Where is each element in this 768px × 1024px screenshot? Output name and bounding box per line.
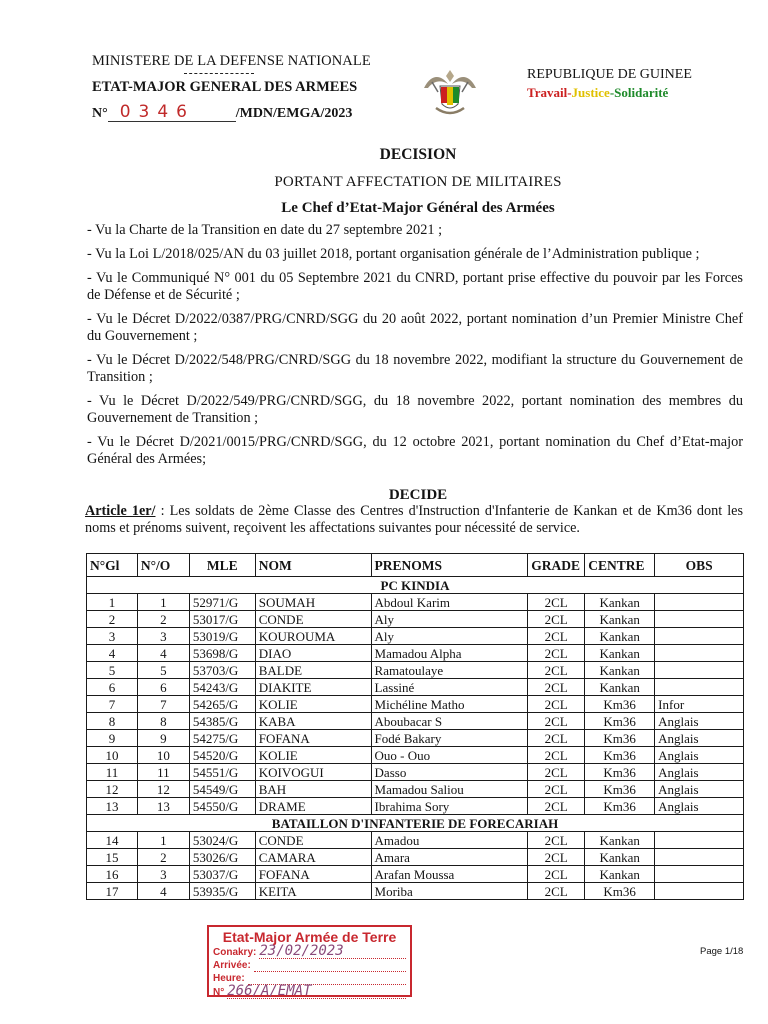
issuer-block (92, 52, 392, 96)
visas-list (87, 222, 743, 475)
cell-nom: DIAO (255, 645, 371, 662)
cell-obs: Anglais (655, 747, 744, 764)
cell-ngl: 7 (87, 696, 138, 713)
cell-ngl: 17 (87, 883, 138, 900)
header-nom: NOM (255, 554, 371, 577)
cell-obs (655, 866, 744, 883)
table-row (87, 866, 744, 883)
cell-ngl: 10 (87, 747, 138, 764)
document-title: DECISION (379, 146, 457, 163)
cell-no: 3 (137, 866, 189, 883)
cell-centre: Kankan (585, 628, 655, 645)
table-header-row (87, 554, 744, 577)
cell-obs: Infor (655, 696, 744, 713)
cell-grade: 2CL (528, 594, 585, 611)
cell-prenoms: Amara (371, 849, 528, 866)
cell-ngl: 11 (87, 764, 138, 781)
reference-prefix: N° (92, 106, 108, 121)
cell-mle: 53703/G (189, 662, 255, 679)
cell-grade: 2CL (528, 764, 585, 781)
cell-prenoms: Fodé Bakary (371, 730, 528, 747)
cell-ngl: 5 (87, 662, 138, 679)
cell-mle: 53037/G (189, 866, 255, 883)
motto-justice: Justice (571, 85, 610, 100)
cell-obs (655, 611, 744, 628)
cell-prenoms: Aly (371, 628, 528, 645)
cell-centre: Kankan (585, 645, 655, 662)
table-section-row (87, 577, 744, 594)
cell-obs: Anglais (655, 713, 744, 730)
cell-centre: Km36 (585, 883, 655, 900)
cell-obs (655, 849, 744, 866)
cell-grade: 2CL (528, 849, 585, 866)
cell-obs (655, 832, 744, 849)
cell-no: 1 (137, 832, 189, 849)
cell-mle: 54385/G (189, 713, 255, 730)
reference-number: 0346 (108, 103, 236, 122)
table-row (87, 883, 744, 900)
cell-centre: Km36 (585, 798, 655, 815)
cell-ngl: 12 (87, 781, 138, 798)
section-title: PC KINDIA (87, 577, 744, 594)
cell-nom: KOLIE (255, 696, 371, 713)
cell-centre: Km36 (585, 713, 655, 730)
cell-no: 4 (137, 645, 189, 662)
cell-prenoms: Amadou (371, 832, 528, 849)
table-row (87, 730, 744, 747)
cell-ngl: 15 (87, 849, 138, 866)
table-row (87, 696, 744, 713)
stamp-arrivee-label: Arrivée: (213, 960, 251, 971)
cell-no: 1 (137, 594, 189, 611)
motto-travail: Travail- (527, 85, 572, 100)
cell-grade: 2CL (528, 679, 585, 696)
header-centre: CENTRE (585, 554, 655, 577)
cell-obs (655, 662, 744, 679)
assignment-table (86, 553, 744, 900)
cell-grade: 2CL (528, 781, 585, 798)
table-row (87, 611, 744, 628)
table-section-row (87, 815, 744, 832)
cell-prenoms: Moriba (371, 883, 528, 900)
table-row (87, 781, 744, 798)
cell-mle: 53019/G (189, 628, 255, 645)
cell-no: 4 (137, 883, 189, 900)
cell-prenoms: Ibrahima Sory (371, 798, 528, 815)
cell-obs: Anglais (655, 798, 744, 815)
staff-name: ETAT-MAJOR GENERAL DES ARMEES (92, 79, 358, 95)
table-body (87, 577, 744, 900)
cell-nom: FOFANA (255, 730, 371, 747)
cell-no: 13 (137, 798, 189, 815)
cell-prenoms: Aly (371, 611, 528, 628)
table-row (87, 662, 744, 679)
cell-ngl: 13 (87, 798, 138, 815)
cell-grade: 2CL (528, 798, 585, 815)
cell-prenoms: Dasso (371, 764, 528, 781)
cell-mle: 54550/G (189, 798, 255, 815)
cell-nom: KOIVOGUI (255, 764, 371, 781)
cell-centre: Km36 (585, 696, 655, 713)
decision-reference (92, 103, 352, 122)
cell-no: 2 (137, 849, 189, 866)
cell-nom: DIAKITE (255, 679, 371, 696)
cell-centre: Km36 (585, 764, 655, 781)
republic-block (527, 66, 692, 102)
visa-item: - Vu le Décret D/2022/549/PRG/CNRD/SGG, du 18 novembre 2022, portant nomination des membres du Gouvernement de Transition ; (87, 393, 743, 426)
cell-mle: 53698/G (189, 645, 255, 662)
cell-mle: 53017/G (189, 611, 255, 628)
stamp-arrivee-value (254, 971, 406, 972)
guinea-coat-of-arms-icon (418, 58, 482, 122)
authority-line: Le Chef d’Etat-Major Général des Armées (281, 200, 555, 216)
table-row (87, 764, 744, 781)
cell-nom: KABA (255, 713, 371, 730)
republic-name: REPUBLIQUE DE GUINEE (527, 67, 692, 82)
cell-centre: Kankan (585, 849, 655, 866)
cell-ngl: 16 (87, 866, 138, 883)
cell-mle: 54243/G (189, 679, 255, 696)
cell-centre: Km36 (585, 781, 655, 798)
visa-item: - Vu le Décret D/2021/0015/PRG/CNRD/SGG, du 12 octobre 2021, portant nomination du Chef d’Etat-major Général des Armées; (87, 434, 743, 467)
cell-nom: FOFANA (255, 866, 371, 883)
stamp-heure-label: Heure: (213, 973, 245, 984)
cell-ngl: 9 (87, 730, 138, 747)
cell-nom: DRAME (255, 798, 371, 815)
cell-no: 3 (137, 628, 189, 645)
cell-prenoms: Mamadou Saliou (371, 781, 528, 798)
cell-centre: Kankan (585, 594, 655, 611)
cell-no: 10 (137, 747, 189, 764)
cell-nom: KEITA (255, 883, 371, 900)
header-mle: MLE (189, 554, 255, 577)
header-obs: OBS (655, 554, 744, 577)
cell-centre: Kankan (585, 832, 655, 849)
cell-grade: 2CL (528, 696, 585, 713)
table-row (87, 713, 744, 730)
visa-item: - Vu le Communiqué N° 001 du 05 Septembre 2021 du CNRD, portant prise effective du pouvoir par les Forces de Défense et de Sécurité ; (87, 270, 743, 303)
table-row (87, 798, 744, 815)
cell-ngl: 3 (87, 628, 138, 645)
cell-mle: 53024/G (189, 832, 255, 849)
cell-prenoms: Mamadou Alpha (371, 645, 528, 662)
document-subtitle: PORTANT AFFECTATION DE MILITAIRES (274, 174, 562, 190)
motto-solidarite: -Solidarité (609, 85, 669, 100)
cell-mle: 54265/G (189, 696, 255, 713)
cell-no: 7 (137, 696, 189, 713)
cell-nom: CONDE (255, 832, 371, 849)
header-grade: GRADE (528, 554, 585, 577)
article-text: : Les soldats de 2ème Classe des Centres d'Instruction d'Infanterie de Kankan et de Km36 dont les noms et prénoms suivent, reçoivent les affectations suivantes pour nécessité de service. (85, 503, 743, 536)
cell-grade: 2CL (528, 883, 585, 900)
cell-grade: 2CL (528, 747, 585, 764)
stamp-conakry-label: Conakry: (213, 947, 257, 958)
cell-centre: Kankan (585, 611, 655, 628)
table-row (87, 747, 744, 764)
stamp-conakry-value: 23/02/2023 (259, 945, 406, 959)
cell-ngl: 4 (87, 645, 138, 662)
visa-item: - Vu le Décret D/2022/0387/PRG/CNRD/SGG du 20 août 2022, portant nomination d’un Premier Ministre Chef du Gouvernement ; (87, 311, 743, 344)
decide-heading: DECIDE (388, 487, 448, 503)
table-row (87, 645, 744, 662)
cell-obs (655, 645, 744, 662)
cell-centre: Kankan (585, 866, 655, 883)
reception-stamp (207, 925, 412, 997)
cell-grade: 2CL (528, 713, 585, 730)
cell-no: 2 (137, 611, 189, 628)
cell-obs (655, 679, 744, 696)
cell-mle: 54275/G (189, 730, 255, 747)
cell-centre: Kankan (585, 662, 655, 679)
cell-mle: 54549/G (189, 781, 255, 798)
cell-grade: 2CL (528, 832, 585, 849)
visa-item: - Vu la Charte de la Transition en date du 27 septembre 2021 ; (87, 222, 443, 238)
national-motto (527, 84, 692, 102)
cell-no: 5 (137, 662, 189, 679)
cell-prenoms: Aboubacar S (371, 713, 528, 730)
cell-mle: 53935/G (189, 883, 255, 900)
cell-no: 6 (137, 679, 189, 696)
cell-prenoms: Lassiné (371, 679, 528, 696)
cell-grade: 2CL (528, 662, 585, 679)
cell-mle: 54520/G (189, 747, 255, 764)
cell-grade: 2CL (528, 628, 585, 645)
table-row (87, 594, 744, 611)
cell-nom: BAH (255, 781, 371, 798)
stamp-conakry-row (213, 945, 406, 959)
stamp-number-value: 266/A/EMAT (227, 985, 406, 999)
cell-no: 12 (137, 781, 189, 798)
header-ngl: N°Gl (87, 554, 138, 577)
cell-nom: BALDE (255, 662, 371, 679)
cell-prenoms: Abdoul Karim (371, 594, 528, 611)
cell-obs (655, 883, 744, 900)
cell-no: 11 (137, 764, 189, 781)
cell-obs: Anglais (655, 764, 744, 781)
cell-obs: Anglais (655, 781, 744, 798)
cell-no: 9 (137, 730, 189, 747)
cell-obs (655, 594, 744, 611)
cell-ngl: 14 (87, 832, 138, 849)
cell-grade: 2CL (528, 866, 585, 883)
cell-obs: Anglais (655, 730, 744, 747)
cell-ngl: 2 (87, 611, 138, 628)
table-row (87, 832, 744, 849)
cell-nom: KOUROUMA (255, 628, 371, 645)
cell-nom: SOUMAH (255, 594, 371, 611)
visa-item: - Vu la Loi L/2018/025/AN du 03 juillet 2018, portant organisation générale de l’Administration publique ; (87, 246, 700, 262)
cell-mle: 52971/G (189, 594, 255, 611)
cell-grade: 2CL (528, 730, 585, 747)
cell-no: 8 (137, 713, 189, 730)
ministry-name: MINISTERE DE LA DEFENSE NATIONALE (92, 53, 371, 69)
table-row (87, 849, 744, 866)
cell-ngl: 6 (87, 679, 138, 696)
cell-prenoms: Ouo - Ouo (371, 747, 528, 764)
cell-grade: 2CL (528, 611, 585, 628)
cell-ngl: 8 (87, 713, 138, 730)
stamp-number-row (213, 985, 406, 999)
cell-prenoms: Michéline Matho (371, 696, 528, 713)
cell-prenoms: Ramatoulaye (371, 662, 528, 679)
cell-nom: CONDE (255, 611, 371, 628)
header-divider (184, 73, 254, 74)
page-number: Page 1/18 (700, 946, 744, 957)
article-label: Article 1er/ (85, 503, 156, 519)
cell-ngl: 1 (87, 594, 138, 611)
cell-mle: 53026/G (189, 849, 255, 866)
article-1 (85, 503, 743, 537)
section-title: BATAILLON D'INFANTERIE DE FORECARIAH (87, 815, 744, 832)
header-no: N°/O (137, 554, 189, 577)
cell-prenoms: Arafan Moussa (371, 866, 528, 883)
cell-centre: Kankan (585, 679, 655, 696)
visa-item: - Vu le Décret D/2022/548/PRG/CNRD/SGG du 18 novembre 2022, modifiant la structure du Gouvernement de Transition ; (87, 352, 743, 385)
reference-suffix: /MDN/EMGA/2023 (235, 106, 353, 121)
cell-grade: 2CL (528, 645, 585, 662)
stamp-title: Etat-Major Armée de Terre (222, 929, 397, 945)
cell-centre: Km36 (585, 730, 655, 747)
cell-mle: 54551/G (189, 764, 255, 781)
cell-obs (655, 628, 744, 645)
cell-nom: CAMARA (255, 849, 371, 866)
stamp-number-label: N° (213, 987, 225, 998)
header-prenoms: PRENOMS (371, 554, 528, 577)
stamp-arrivee-row (213, 959, 406, 972)
cell-centre: Km36 (585, 747, 655, 764)
table-row (87, 679, 744, 696)
table-row (87, 628, 744, 645)
cell-nom: KOLIE (255, 747, 371, 764)
